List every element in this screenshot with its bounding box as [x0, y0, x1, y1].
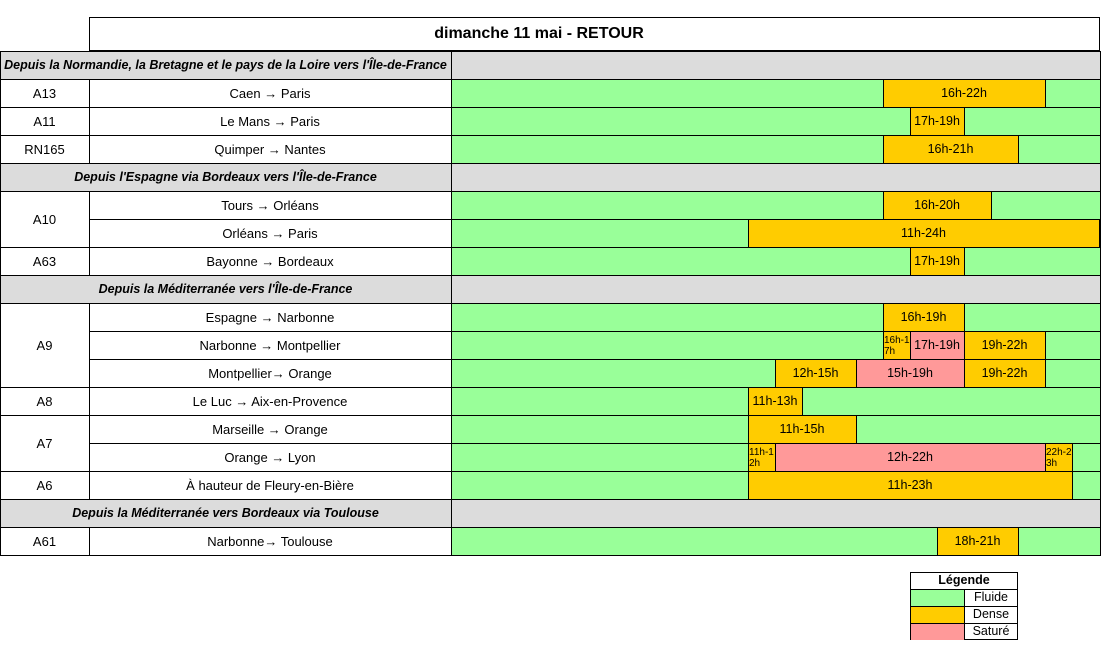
column-border: [0, 163, 1, 191]
route-name: Espagne → Narbonne: [205, 309, 335, 325]
column-border: [802, 387, 803, 415]
route-name: Le Luc → Aix-en-Provence: [192, 393, 348, 409]
status-dense-segment: 16h-21h: [883, 136, 1018, 163]
column-border: [0, 527, 1, 555]
road-name: A9: [36, 337, 53, 353]
route-name: Tours → Orléans: [221, 197, 319, 213]
column-border: [0, 303, 1, 387]
legend-label: Saturé: [972, 624, 1010, 639]
route-name: Orléans → Paris: [222, 225, 318, 241]
column-border: [0, 275, 1, 303]
column-border: [748, 415, 749, 443]
column-border: [1072, 443, 1073, 471]
column-border: [451, 51, 452, 79]
legend-title: Légende: [938, 573, 990, 588]
column-border: [883, 79, 884, 107]
status-dense-segment: 11h-12h: [748, 444, 775, 471]
road-name: A61: [32, 533, 57, 549]
column-border: [1100, 387, 1101, 415]
column-border: [991, 191, 992, 219]
column-border: [0, 51, 1, 79]
status-dense-segment: 19h-22h: [964, 360, 1045, 387]
legend-swatch-dense: [911, 607, 964, 623]
legend-label: Fluide: [973, 590, 1009, 605]
column-border: [964, 303, 965, 331]
status-dense-segment: 12h-15h: [775, 360, 856, 387]
column-border: [1100, 51, 1101, 79]
column-border: [1099, 219, 1100, 247]
column-border: [1018, 135, 1019, 163]
column-border: [964, 359, 965, 387]
status-sature-segment: 15h-19h: [856, 360, 964, 387]
route-name: Le Mans → Paris: [220, 113, 320, 129]
status-dense-segment: 16h-22h: [883, 80, 1045, 107]
status-fluide-bar: [452, 248, 1100, 275]
column-border: [0, 471, 1, 499]
column-border: [1018, 527, 1019, 555]
legend-swatch-fluide: [911, 590, 964, 606]
section-header-right: [452, 275, 1100, 303]
status-fluide-bar: [452, 192, 1100, 219]
row-border: [0, 275, 1100, 276]
column-border: [964, 331, 965, 359]
route-name: Quimper → Nantes: [214, 141, 326, 157]
column-border: [1100, 79, 1101, 107]
column-border: [775, 359, 776, 387]
status-dense-segment: 19h-22h: [964, 332, 1045, 359]
column-border: [1100, 135, 1101, 163]
status-dense-segment: 18h-21h: [937, 528, 1018, 555]
legend-label: Dense: [972, 607, 1010, 622]
column-border: [856, 415, 857, 443]
column-border: [964, 247, 965, 275]
column-border: [1100, 415, 1101, 471]
column-border: [964, 107, 965, 135]
column-border: [0, 247, 1, 275]
route-name: Caen → Paris: [229, 85, 311, 101]
column-border: [748, 471, 749, 499]
legend-swatch-sature: [911, 624, 964, 640]
column-border: [748, 387, 749, 415]
column-border: [1072, 471, 1073, 499]
column-border: [1100, 471, 1101, 499]
row-border: [0, 555, 1101, 556]
status-dense-segment: 17h-19h: [910, 108, 964, 135]
column-border: [451, 275, 452, 303]
status-dense-segment: 16h-19h: [883, 304, 964, 331]
column-border: [0, 107, 1, 135]
road-name: A13: [32, 85, 57, 101]
status-dense-segment: 11h-13h: [748, 388, 802, 415]
column-border: [775, 443, 776, 471]
route-name: À hauteur de Fleury-en-Bière: [186, 477, 354, 493]
road-name: A63: [32, 253, 57, 269]
column-border: [451, 499, 452, 527]
column-border: [1100, 191, 1101, 247]
column-border: [883, 303, 884, 331]
route-name: Marseille → Orange: [212, 421, 328, 437]
status-sature-segment: 12h-22h: [775, 444, 1045, 471]
column-border: [856, 359, 857, 387]
column-border: [883, 191, 884, 219]
status-dense-segment: 22h-23h: [1045, 444, 1072, 471]
row-border: [0, 51, 1100, 52]
section-header-right: [452, 163, 1100, 191]
column-border: [0, 191, 1, 247]
row-border: [0, 163, 1100, 164]
road-name: A7: [36, 435, 53, 451]
column-border: [0, 79, 1, 107]
column-border: [451, 163, 452, 191]
column-border: [748, 219, 749, 247]
column-border: [0, 415, 1, 471]
route-name: Bayonne → Bordeaux: [206, 253, 334, 269]
page-title: dimanche 11 mai - RETOUR: [434, 25, 644, 42]
section-header-right: [452, 499, 1100, 527]
column-border: [1100, 247, 1101, 275]
column-border: [1100, 499, 1101, 527]
column-border: [1045, 79, 1046, 107]
route-name: Orange → Lyon: [224, 449, 316, 465]
column-border: [910, 247, 911, 275]
status-dense-segment: 11h-23h: [748, 472, 1072, 499]
road-name: RN165: [24, 141, 65, 157]
column-border: [883, 135, 884, 163]
column-border: [748, 443, 749, 471]
column-border: [910, 107, 911, 135]
column-border: [0, 387, 1, 415]
column-border: [1045, 359, 1046, 387]
road-name: A11: [33, 113, 56, 129]
column-border: [1100, 275, 1101, 303]
route-name: Montpellier→ Orange: [208, 365, 332, 381]
column-border: [937, 527, 938, 555]
column-border: [1100, 163, 1101, 191]
column-border: [1100, 107, 1101, 135]
status-dense-segment: 16h-17h: [883, 332, 910, 359]
section-header-right: [452, 51, 1100, 79]
status-fluide-bar: [452, 304, 1100, 331]
column-border: [910, 331, 911, 359]
section-title: Depuis l'Espagne via Bordeaux vers l'Île-de-France: [74, 169, 377, 184]
route-name: Narbonne→ Toulouse: [207, 533, 333, 549]
section-title: Depuis la Méditerranée vers l'Île-de-France: [98, 281, 353, 296]
route-name: Narbonne → Montpellier: [199, 337, 341, 353]
section-title: Depuis la Méditerranée vers Bordeaux via Toulouse: [72, 505, 379, 520]
row-border: [0, 499, 1100, 500]
road-name: A8: [36, 393, 53, 409]
column-border: [0, 135, 1, 163]
status-dense-segment: 17h-19h: [910, 248, 964, 275]
status-dense-segment: 16h-20h: [883, 192, 991, 219]
column-border: [883, 331, 884, 359]
column-border: [1100, 303, 1101, 387]
status-fluide-bar: [452, 108, 1100, 135]
road-name: A10: [32, 211, 57, 227]
column-border: [1100, 527, 1101, 555]
road-name: A6: [36, 477, 53, 493]
column-border: [0, 499, 1, 527]
status-sature-segment: 17h-19h: [910, 332, 964, 359]
column-border: [1045, 331, 1046, 359]
column-border: [1045, 443, 1046, 471]
section-title: Depuis la Normandie, la Bretagne et le pays de la Loire vers l'Île-de-France: [4, 57, 447, 72]
status-dense-segment: 11h-15h: [748, 416, 856, 443]
status-dense-segment: 11h-24h: [748, 220, 1099, 247]
